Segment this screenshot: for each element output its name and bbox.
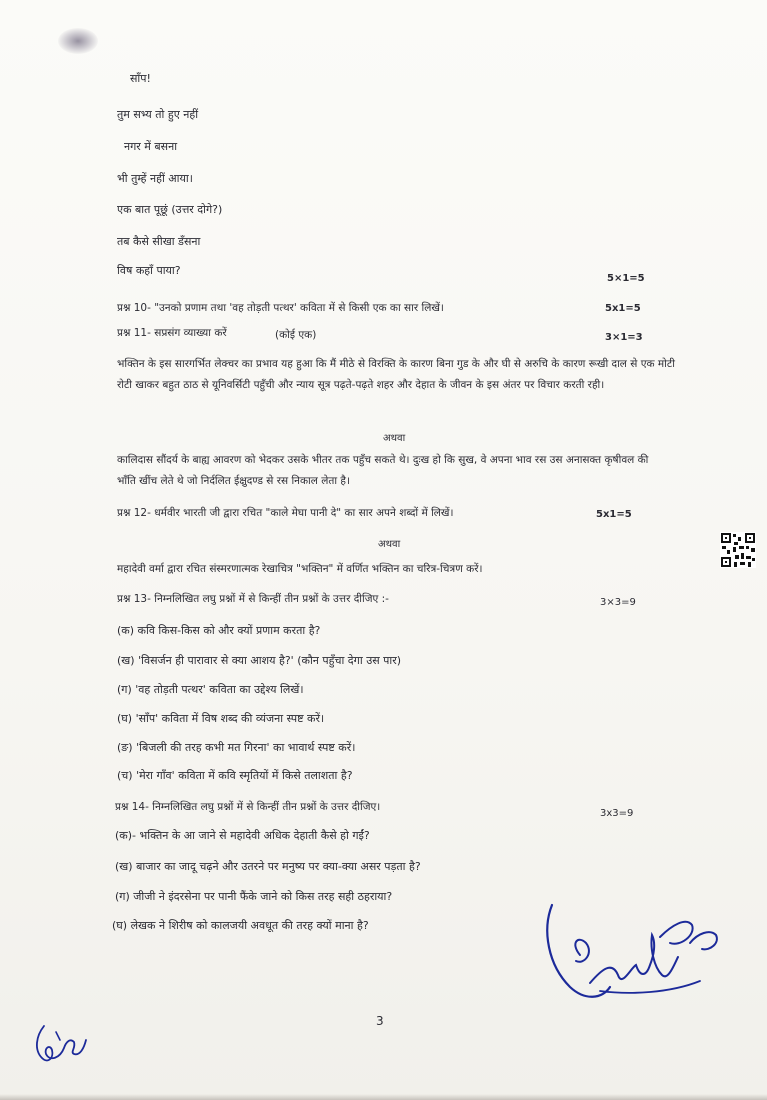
q13-item: (घ) 'साँप' कविता में विष शब्द की व्यंजना स्पष्ट करें। xyxy=(117,712,325,725)
page-number: 3 xyxy=(376,1014,384,1028)
question-11: प्रश्न 11- सप्रसंग व्याख्या करें xyxy=(117,327,227,339)
passage-2: कालिदास सौंदर्य के बाह्य आवरण को भेदकर उसके भीतर तक पहुँच सकते थे। दुःख हो कि सुख, वे अपना भाव रस उस अनासक्त कृषीवल की भाँति खींच लेते थे जो निर्दलित ईक्षुदण्ड से रस निकाल लेता है। xyxy=(117,454,649,487)
poem-line: साँप! xyxy=(130,72,151,85)
or-label: अथवा xyxy=(378,539,401,550)
question-12: प्रश्न 12- धर्मवीर भारती जी द्वारा रचित "काले मेघा पानी दे" का सार अपने शब्दों में लिखें। xyxy=(117,507,454,519)
handwritten-initials xyxy=(30,1018,90,1068)
question-12-alternative: महादेवी वर्मा द्वारा रचित संस्मरणात्मक रेखाचित्र "भक्तिन" में वर्णित भक्तिन का चरित्र-चित्रण करें। xyxy=(117,563,483,575)
q14-item: (घ) लेखक ने शिरीष को कालजयी अवधूत की तरह क्यों माना है? xyxy=(112,919,369,932)
q13-marks: 3×3=9 xyxy=(600,597,636,608)
q13-item: (ख) 'विसर्जन ही पारावार से क्या आशय है?' (कौन पहुँचा देगा उस पार) xyxy=(117,654,402,667)
q14-marks: 3x3=9 xyxy=(600,808,634,819)
handwritten-signature xyxy=(540,895,730,1010)
or-label: अथवा xyxy=(383,433,406,444)
q11-marks: 3×1=3 xyxy=(605,332,643,343)
ink-smudge xyxy=(58,28,98,54)
poem-line: तब कैसे सीखा डँसना xyxy=(117,235,201,248)
q13-item: (ङ) 'बिजली की तरह कभी मत गिरना' का भावार्थ स्पष्ट करें। xyxy=(117,741,356,754)
poem-line: तुम सभ्य तो हुए नहीं xyxy=(117,108,199,121)
poem-line: एक बात पूछूं (उत्तर दोगे?) xyxy=(117,203,223,216)
q14-item: (ग) जीजी ने इंदरसेना पर पानी फैंके जाने को किस तरह सही ठहराया? xyxy=(115,890,393,903)
passage-1: भक्तिन के इस सारगर्भित लेक्चर का प्रभाव यह हुआ कि मैं मीठे से विरक्ति के कारण बिना गुड के और घी से अरुचि के कारण रूखी दाल से एक मोटी रोटी खाकर बहुत ठाठ से यूनिवर्सिटी पहुँची और न्याय सूत्र पढ़ते-पढ़ते शहर और देहात के जीवन के इस अंतर पर विचार करती रही। xyxy=(117,358,675,391)
q14-item: (ख) बाजार का जादू चढ़ने और उतरने पर मनुष्य पर क्या-क्या असर पड़ता है? xyxy=(115,860,421,873)
question-10: प्रश्न 10- "उनको प्रणाम तथा 'वह तोड़ती पत्थर' कविता में से किसी एक का सार लिखें। xyxy=(117,302,444,314)
question-11-note: (कोई एक) xyxy=(275,329,317,341)
q10-marks: 5x1=5 xyxy=(605,303,641,314)
q13-item: (च) 'मेरा गाँव' कविता में कवि स्मृतियों में किसे तलाशता है? xyxy=(117,769,353,782)
qr-code-icon xyxy=(720,532,756,568)
q13-item: (क) कवि किस-किस को और क्यों प्रणाम करता है? xyxy=(117,624,321,637)
q14-item: (क)- भक्तिन के आ जाने से महादेवी अधिक देहाती कैसे हो गईं? xyxy=(115,829,370,842)
q13-item: (ग) 'वह तोड़ती पत्थर' कविता का उद्देश्य लिखें। xyxy=(117,683,304,696)
poem-line: नगर में बसना xyxy=(124,140,178,153)
poem-line: विष कहाँ पाया? xyxy=(117,264,181,277)
poem-line: भी तुम्हें नहीं आया। xyxy=(117,172,193,185)
question-13: प्रश्न 13- निम्नलिखित लघु प्रश्नों में से किन्हीं तीन प्रश्नों के उत्तर दीजिए :- xyxy=(117,593,389,605)
q9-marks: 5×1=5 xyxy=(607,273,645,284)
question-14: प्रश्न 14- निम्नलिखित लघु प्रश्नों में से किन्हीं तीन प्रश्नों के उत्तर दीजिए। xyxy=(115,801,381,813)
q12-marks: 5x1=5 xyxy=(596,509,632,520)
page-edge-shadow xyxy=(0,1094,767,1100)
